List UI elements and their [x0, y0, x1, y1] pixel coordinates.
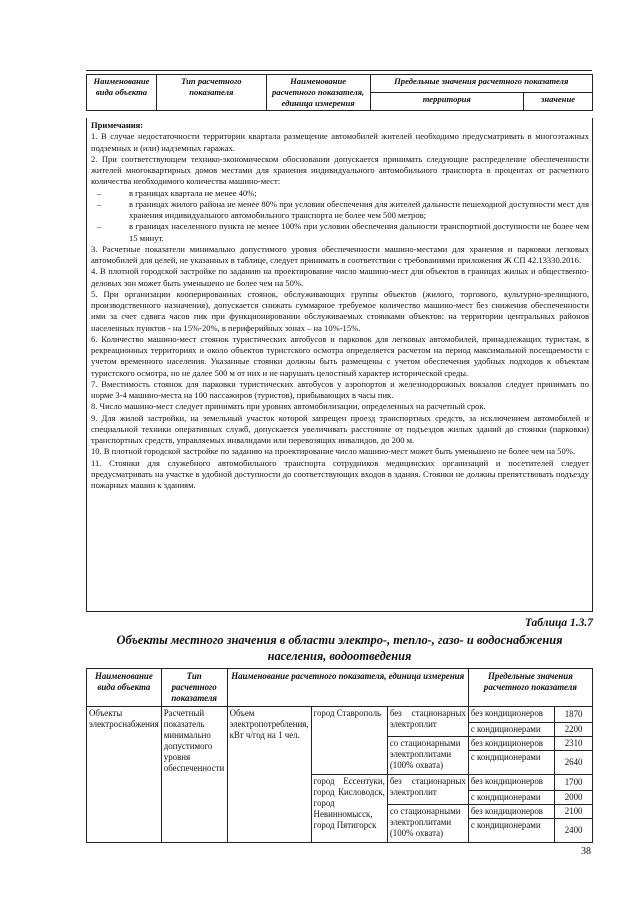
note-2-item: – в границах квартала не менее 40%;: [97, 187, 257, 198]
ac-condition: без кондиционеров: [468, 707, 554, 723]
note-5: 5. При организации кооперированных стоянок, обслуживающих группы объектов (жилого, торгового, культурно-зрелищного, производственного назначения), допускается снижать суммарное требуемое количество машино-мест без снижения обеспеченности ими за счет сдвига часов пик при функционировании обслуживаемых стоянками объектов: на территории центральных районов населенных пунктов - на 15%-20%, в периферийных зонах – на 10%-15%.: [91, 288, 589, 333]
t2-col-indicator: Наименование расчетного показателя, единица измерения: [227, 669, 468, 707]
note-3: 3. Расчетные показатели минимально допустимого уровня обеспеченности машино-местами для хранения и парковки легковых автомобилей для целей, не указанных в таблице, следует принимать в соответствии с требованиями приложения Ж СП 42.13330.2016.: [91, 243, 589, 265]
territory-stavropol: город Ставрополь: [311, 707, 387, 775]
notes-block: [86, 118, 593, 612]
value-cell: 2640: [555, 751, 593, 775]
note-8: 8. Число машино-мест следует принимать при уровнях автомобилизации, определенных на расчетный срок.: [91, 401, 486, 412]
note-1: 1. В случае недостаточности территории квартала размещение автомобилей жителей необходимо предусматривать в многоэтажных подземных и (или) надземных гаражах.: [91, 131, 589, 153]
ac-condition: с кондиционерами: [468, 791, 554, 805]
value-cell: 2310: [555, 737, 593, 751]
t2-col-type: Тип расчетного показателя: [161, 669, 227, 707]
table-number: Таблица 1.3.7: [524, 617, 593, 629]
note-9: 9. Для жилой застройки, на земельный участок которой запрещен проезд транспортных средств, за исключением автомобилей и специальной техники оперативных служб, допускается увеличивать расстояние от подъездов жилых зданий до стоянки (парковки) транспортных средств, управляемых инвалидами или перевозящих инвалидов, до 200 м.: [91, 412, 589, 445]
note-11: 11. Стоянки для служебного автомобильного транспорта сотрудников медицинских организаций и посетителей следует предусматривать на участке в удобной доступности до соответствующих входов в здания. Стоянки не должны препятствовать подъезду пожарных машин к зданиям.: [91, 457, 589, 490]
condition-without-stoves: без стационарных электроплит: [387, 707, 468, 737]
col-object-name: Наименование вида объекта: [87, 75, 157, 111]
indicator-cell: Объем электропотребления, кВт ч/год на 1 чел.: [227, 707, 311, 843]
t2-col-limits: Предельные значения расчетного показателя: [468, 669, 592, 707]
col-value: значение: [524, 93, 593, 111]
value-cell: 2400: [555, 819, 593, 843]
object-name-cell: Объекты электроснабжения: [87, 707, 162, 843]
condition-with-stoves: со стационарными электроплитами (100% охвата): [387, 737, 468, 775]
ac-condition: с кондиционерами: [468, 819, 554, 843]
note-4: 4. В плотной городской застройке по заданию на проектирование число машино-мест для объектов в границах жилых и общественно-деловых зон может быть уменьшено не более чем на 50%.: [91, 266, 589, 288]
note-2-item: – в границах жилого района не менее 80% при условии обеспечения для жителей дальности пешеходной доступности мест для хранения индивидуального автомобильного транспорта не более чем 500 метров;: [97, 198, 589, 220]
ac-condition: с кондиционерами: [468, 751, 554, 775]
ac-condition: без кондиционеров: [468, 775, 554, 791]
table-title: Объекты местного значения в области электро-, тепло-, газо- и водоснабжения населения, водоотведения: [116, 633, 563, 663]
value-cell: 1870: [555, 707, 593, 723]
utilities-table: [86, 668, 593, 843]
note-7: 7. Вместимость стоянок для парковки туристических автобусов у аэропортов и железнодорожных вокзалов следует принимать по норме 3-4 машино-места на 100 пассажиров (туристов), прибывающих в часы пик.: [91, 378, 589, 400]
col-indicator-name: Наименование расчетного показателя, единица измерения: [266, 75, 370, 111]
ac-condition: без кондиционеров: [468, 805, 554, 819]
value-cell: 2100: [555, 805, 593, 819]
territory-other-cities: город Ессентуки, город Кисловодск, город Невинномысск, город Пятигорск: [311, 775, 387, 843]
note-6: 6. Количество машино-мест стоянок туристических автобусов и парковок для легковых автомобилей, принадлежащих туристам, в рекреационных территориях и около объектов туристского осмотра определяется расчетом на период максимальной посещаемости с учетом временного населения. Указанные стоянки должны быть размещены с учетом обеспечения удобных подходов к объектам туристского осмотра, но не далее 500 м от них и не нарушать целостный характер исторической среды.: [91, 333, 589, 378]
top-rule: [86, 70, 592, 71]
condition-with-stoves: со стационарными электроплитами (100% охвата): [387, 805, 468, 843]
note-2: 2. При соответствующем технико-экономическом обосновании допускается принимать следующие распределение обеспеченности жителей многоквартирных домов местами для хранения индивидуального автомобильного транспорта в процентах от расчетного количества необходимого количества машино-мест:: [91, 153, 589, 187]
value-cell: 2000: [555, 791, 593, 805]
col-limit-values: Предельные значения расчетного показателя: [370, 75, 592, 93]
indicator-type-cell: Расчетный показатель минимально допустимого уровня обеспеченности: [161, 707, 227, 843]
note-10: 10. В плотной городской застройке по заданию на проектирование число машино-мест может быть уменьшено не более чем на 50%.: [91, 446, 575, 457]
ac-condition: без кондиционеров: [468, 737, 554, 751]
col-territory: территория: [370, 93, 524, 111]
parking-table-header: [86, 74, 593, 111]
page-number: 38: [581, 846, 591, 857]
condition-without-stoves: без стационарных электроплит: [387, 775, 468, 805]
value-cell: 1700: [555, 775, 593, 791]
col-indicator-type: Тип расчетного показателя: [156, 75, 266, 111]
ac-condition: с кондиционерами: [468, 723, 554, 737]
note-2-item: – в границах населенного пункта не менее 100% при условии обеспечения дальности транспортной доступности не более чем 15 минут.: [97, 221, 589, 243]
value-cell: 2200: [555, 723, 593, 737]
t2-col-object: Наименование вида объекта: [87, 669, 162, 707]
notes-title: Примечания:: [91, 120, 144, 130]
